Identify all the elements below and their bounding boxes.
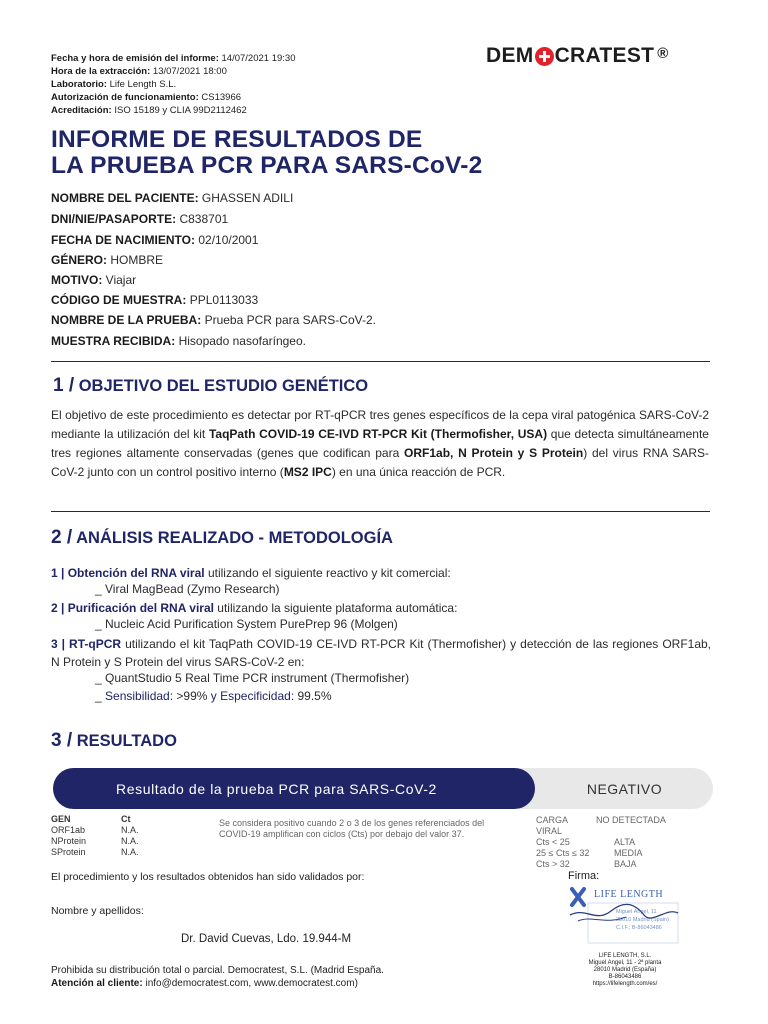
section-1-title: 1 / OBJETIVO DEL ESTUDIO GENÉTICO: [53, 375, 369, 396]
sensitivity-line: _ Sensibilidad: >99% y Especificidad: 99.5%: [95, 689, 332, 703]
field-value: C838701: [179, 212, 229, 226]
method-step-1: 1 | Obtención del RNA viral utilizando el siguiente reactivo y kit comercial:: [51, 566, 451, 580]
extraccion-label: Hora de la extracción:: [51, 66, 151, 77]
viral-load-table: CARGA VIRAL NO DETECTADA Cts < 25 ALTA 25 ≤ Cts ≤ 32 MEDIA Cts > 32 BAJA: [536, 815, 666, 869]
divider: [51, 361, 710, 362]
report-meta: [51, 52, 295, 117]
footer-contact-label: Atención al cliente:: [51, 978, 143, 989]
result-value: NEGATIVO: [586, 780, 663, 797]
acreditacion-label: Acreditación:: [51, 105, 112, 116]
field-label: CÓDIGO DE MUESTRA:: [51, 293, 187, 307]
method-step-3: 3 | RT-qPCR utilizando el kit TaqPath COVID-19 CE-IVD RT-PCR Kit (Thermofisher) y detección de las regiones ORF1ab, N Protein y S Protein del virus SARS-CoV-2 en:: [51, 637, 712, 669]
section-1-paragraph: El objetivo de este procedimiento es detectar por RT-qPCR tres genes específicos de la cepa viral patogénica SARS-CoV-2 mediante la utilización del kit TaqPath COVID-19 CE-IVD RT-PCR Kit (Thermofisher, USA) que detecta simultáneamente tres regiones altamente conservadas (genes que codifican para ORF1ab, N Protein y S Protein) del virus RNA SARS-CoV-2 junto con un control positivo interno (MS2 IPC) en una única reacción de PCR.: [51, 408, 710, 479]
logo-text-2: CRATEST: [554, 44, 655, 67]
patient-field: [51, 313, 376, 327]
patient-field: [51, 233, 258, 247]
footer-contact: info@democratest.com, www.democratest.com): [142, 978, 358, 989]
report-title: [51, 127, 482, 179]
democratest-logo: [486, 44, 669, 68]
title-line-2: LA PRUEBA PCR PARA SARS-CoV-2: [51, 152, 483, 179]
gene-header: GEN: [51, 814, 71, 824]
ct-header: Ct: [121, 814, 131, 824]
patient-field: [51, 334, 306, 348]
doctor-name: Dr. David Cuevas, Ldo. 19.944-M: [181, 933, 352, 945]
patient-field: [51, 191, 293, 205]
field-label: NOMBRE DE LA PRUEBA:: [51, 313, 202, 327]
field-value: GHASSEN ADILI: [201, 191, 294, 205]
field-label: NOMBRE DEL PACIENTE:: [51, 191, 199, 205]
field-value: 02/10/2001: [198, 233, 259, 247]
field-label: GÉNERO:: [51, 253, 108, 267]
divider: [51, 511, 710, 512]
method-step-2: 2 | Purificación del RNA viral utilizando la siguiente plataforma automática:: [51, 601, 458, 615]
acreditacion-value: ISO 15189 y CLIA 99D2112462: [114, 105, 247, 116]
registered-mark: ®: [657, 44, 669, 62]
autorizacion-label: Autorización de funcionamiento:: [51, 92, 199, 103]
validation-text: El procedimiento y los resultados obtenidos han sido validados por:: [51, 871, 365, 883]
laboratorio-value: Life Length S.L.: [109, 79, 177, 90]
gene-table: [51, 814, 139, 858]
stamp-brand: LIFE LENGTH: [594, 889, 664, 900]
patient-field: [51, 273, 136, 287]
field-label: DNI/NIE/PASAPORTE:: [51, 212, 177, 226]
field-label: MUESTRA RECIBIDA:: [51, 334, 176, 348]
emision-label: Fecha y hora de emisión del informe:: [51, 53, 219, 64]
logo-text-1: DEM: [486, 44, 534, 67]
method-step-2-detail: _ Nucleic Acid Purification System PurePrep 96 (Molgen): [95, 617, 398, 631]
firma-label: Firma:: [568, 870, 600, 882]
field-value: Prueba PCR para SARS-CoV-2.: [204, 313, 376, 327]
table-row: NProtein N.A.: [51, 836, 139, 846]
field-label: FECHA DE NACIMIENTO:: [51, 233, 195, 247]
section-3-title: 3 / RESULTADO: [51, 730, 177, 751]
stamp-line: Miguel Ángel, 11: [616, 909, 657, 915]
method-step-3-detail: _ QuantStudio 5 Real Time PCR instrument (Thermofisher): [95, 671, 410, 685]
result-label-bar: Resultado de la prueba PCR para SARS-CoV-2: [53, 768, 535, 809]
field-value: Viajar: [105, 273, 137, 287]
stamp-line: 28010 Madrid (Spain): [616, 917, 669, 923]
table-row: ORF1ab N.A.: [51, 825, 139, 835]
table-row: SProtein N.A.: [51, 847, 139, 857]
stamp-line: C.I.F.: B-86043486: [616, 925, 662, 931]
section-2-title: 2 / ANÁLISIS REALIZADO - METODOLOGÍA: [51, 527, 393, 548]
method-step-1-detail: _ Viral MagBead (Zymo Research): [95, 582, 280, 596]
field-value: HOMBRE: [110, 253, 164, 267]
autorizacion-value: CS13966: [201, 92, 242, 103]
footer: [51, 964, 384, 990]
emision-value: 14/07/2021 19:30: [221, 53, 296, 64]
positive-criteria-note: Se considera positivo cuando 2 o 3 de los genes referenciados del COVID-19 amplifican con ciclos (Cts) por debajo del valor 37.: [219, 818, 485, 839]
extraccion-value: 13/07/2021 18:00: [152, 66, 227, 77]
name-label: Nombre y apellidos:: [51, 905, 144, 917]
footer-disclaimer: Prohibida su distribución total o parcial. Democratest, S.L. (Madrid España.: [51, 965, 384, 976]
field-value: Hisopado nasofaríngeo.: [178, 334, 306, 348]
field-label: MOTIVO:: [51, 273, 103, 287]
field-value: PPL0113033: [189, 293, 259, 307]
laboratorio-label: Laboratorio:: [51, 79, 107, 90]
patient-field: [51, 293, 258, 307]
result-value-box: [520, 768, 713, 809]
red-cross-icon: [535, 47, 554, 66]
title-line-1: INFORME DE RESULTADOS DE: [51, 126, 423, 153]
lab-address: LIFE LENGTH, S.L. Miguel Angel, 11 - 2ª planta 28010 Madrid (España) B-86043486 https://lifelength.com/es/: [588, 953, 662, 987]
signature-stamp: [566, 885, 686, 947]
patient-field: [51, 212, 228, 226]
patient-field: [51, 253, 163, 267]
